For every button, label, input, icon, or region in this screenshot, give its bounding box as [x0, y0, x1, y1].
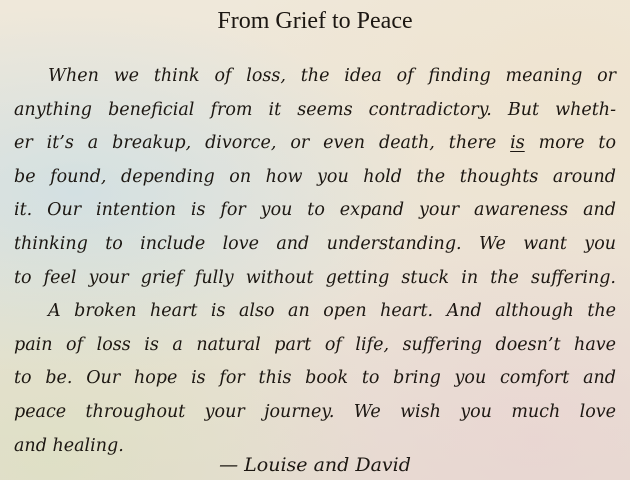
page-title: From Grief to Peace — [217, 8, 413, 34]
text-line: to feel your grief fully without getting stuck in the suffering. — [14, 267, 616, 288]
text-line: and healing. — [14, 435, 124, 456]
text-fragment: more to — [524, 133, 617, 154]
text-line: it. Our intention is for you to expand your awareness and — [14, 200, 616, 221]
text-line: anything beneficial from it seems contradictory. But wheth- — [14, 99, 616, 120]
body-text — [14, 60, 616, 463]
paragraph-2 — [14, 295, 616, 463]
text-line — [14, 127, 616, 161]
text-fragment: er it’s a breakup, divorce, or even death, there — [14, 133, 511, 154]
text-line: thinking to include love and understanding. We want you — [14, 233, 616, 254]
text-line: be found, depending on how you hold the thoughts around — [14, 166, 616, 187]
paragraph-1 — [14, 60, 616, 295]
emphasized-word: is — [510, 133, 525, 154]
text-line: pain of loss is a natural part of life, suffering doesn’t have — [14, 334, 616, 355]
text-line: peace throughout your journey. We wish you much love — [14, 401, 616, 422]
text-line: to be. Our hope is for this book to bring you comfort and — [14, 368, 616, 389]
signature: — Louise and David — [219, 454, 411, 476]
text-line: When we think of loss, the idea of finding meaning or — [48, 66, 616, 86]
text-line: A broken heart is also an open heart. And although the — [48, 301, 616, 322]
